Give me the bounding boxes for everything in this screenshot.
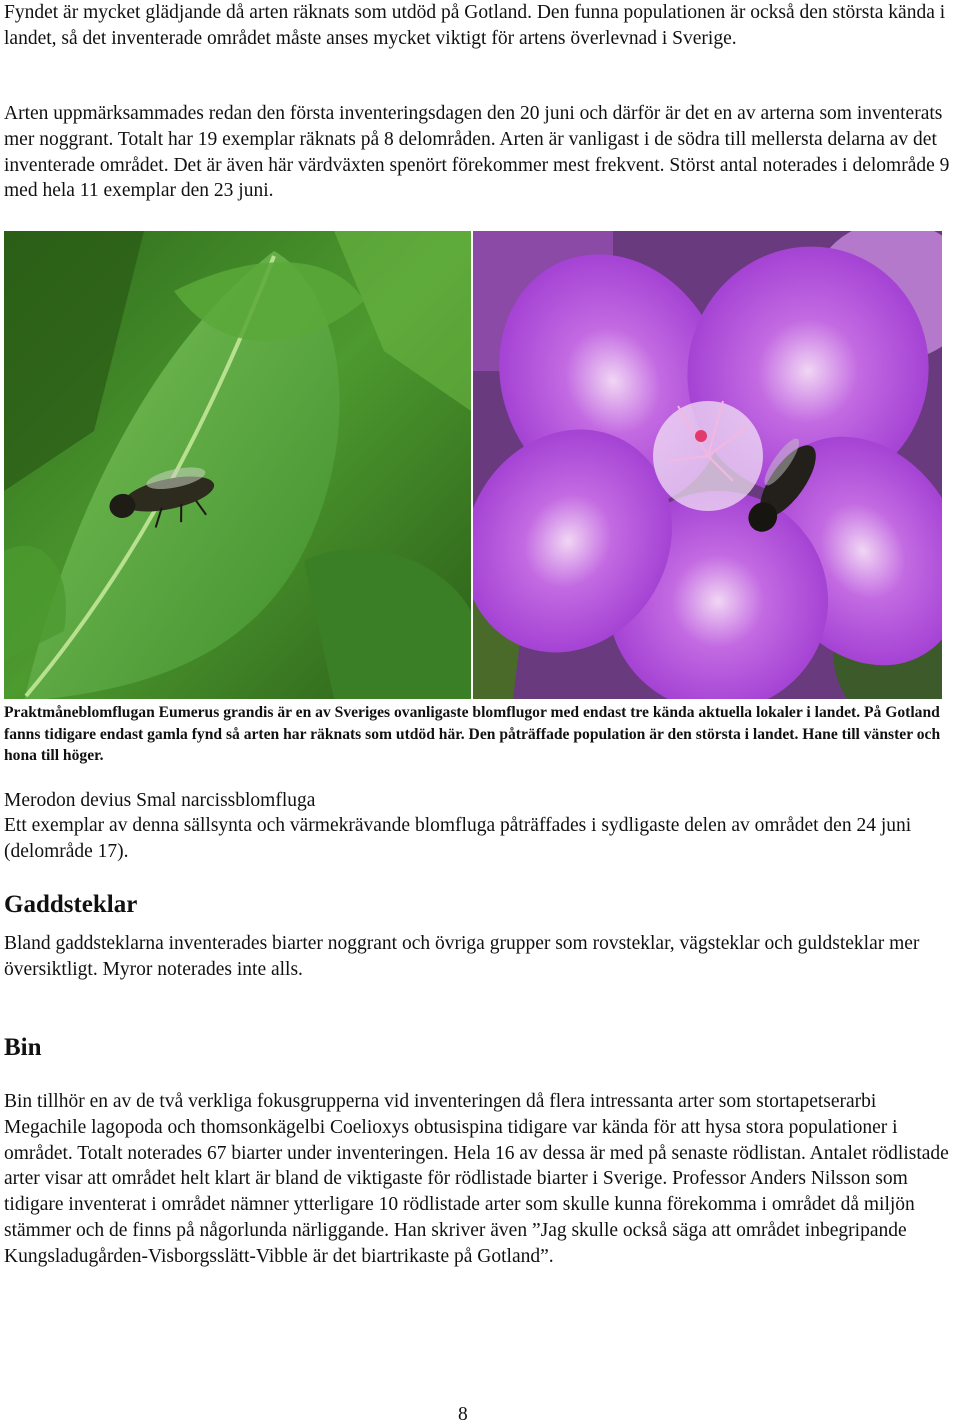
paragraph-arten: Arten uppmärksammades redan den första inventeringsdagen den 20 juni och därför är det en av arterna som inventerats mer noggrant. Totalt har 19 exemplar räknats på 8 delområden. Arten är vanligast i de södra till mellersta delarna av det inventerade området. Det är även här värdväxten spenört förekommer mest frekvent. Störst antal noterades i delområde 9 med hela 11 exemplar den 23 juni. [4,103,950,202]
heading-bin: Bin [4,1034,42,1061]
paragraph-intro: Fyndet är mycket glädjande då arten räknats som utdöd på Gotland. Den funna populationen är också den största kända i landet, så det inventerade området måste anses mycket viktigt för artens överlevnad i Sverige. [4,2,946,49]
species-title-merodon: Merodon devius Smal narcissblomfluga [4,790,316,811]
photo-caption: Praktmåneblomflugan Eumerus grandis är en av Sveriges ovanligaste blomflugor med endast tre kända aktuella lokaler i landet. På Gotland fanns tidigare endast gamla fynd så arten har räknats som utdöd här. Den påträffade population är den största i landet. Hane till vänster och hona till höger. [4,704,941,765]
photo-male-hoverfly-on-leaf [4,231,471,699]
heading-gaddsteklar: Gaddsteklar [4,891,138,918]
paragraph-gaddsteklar: Bland gaddsteklarna inventerades biarter noggrant och övriga grupper som rovsteklar, vägsteklar och guldsteklar mer översiktligt. Myror noterades inte alls. [4,933,920,980]
photo-pair [4,231,942,699]
page-number: 8 [458,1404,468,1425]
photo-female-hoverfly-on-flower [473,231,942,699]
paragraph-bin: Bin tillhör en av de två verkliga fokusgrupperna vid inventeringen då flera intressanta arter som stortapetserarbi Megachile lagopoda och thomsonkägelbi Coelioxys obtusispina tidigare var kända för att hysa stora populationer i området. Totalt noterades 67 biarter under inventeringen. Hela 16 av dessa är med på senaste rödlistan. Antalet rödlistade arter visar att området helt klart är bland de viktigaste för rödlistade biarter i Sverige. Professor Anders Nilsson som tidigare inventerat i området nämner ytterligare 10 rödlistade arter som skulle kunna förekomma i området då miljön stämmer och de finns på någorlunda närliggande. Han skriver även ”Jag skulle också säga att området inbegripande Kungsladugården-Visborgsslätt-Vibble är det biartrikaste på Gotland”. [4,1091,949,1267]
paragraph-merodon: Ett exemplar av denna sällsynta och värmekrävande blomfluga påträffades i sydligaste delen av området den 24 juni (delområde 17). [4,815,912,862]
